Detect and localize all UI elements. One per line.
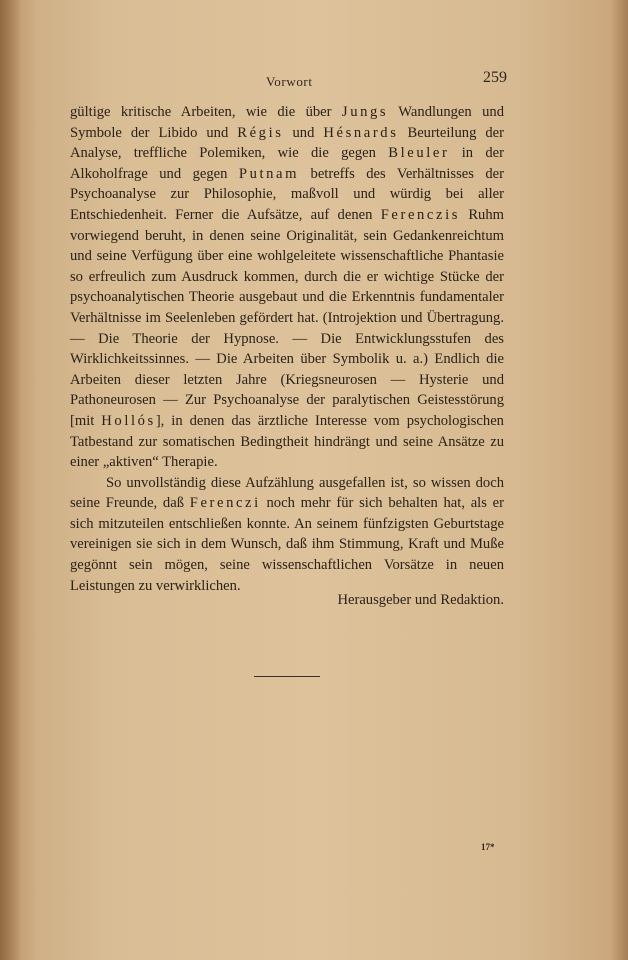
printer-signature-mark: 17* [481,842,495,852]
page-gutter-shadow [0,0,22,960]
name-ferenczi: Ferenczi [189,495,261,512]
page-edge-shadow [610,0,628,960]
name-regis: Régis [237,124,284,141]
name-bleuler: Bleuler [388,145,450,162]
name-hesnard: Hésnards [323,124,399,141]
paragraph-2: So unvollständig diese Aufzählung ausgefallen ist, so wissen doch seine Freunde, daß Ferenczi noch mehr für sich behalten hat, als er sich mitzuteilen entschließen konnte. An seinem fünfzigsten Geburtstage vereinigen sie sich in dem Wunsch, daß ihm Stimmung, Kraft und Muße gegönnt sein mögen, seine wissenschaftlichen Vorsätze in neuen Leistungen zu verwirklichen. [70,474,504,594]
name-hollos: Hollós [101,412,156,429]
section-divider [254,676,320,677]
running-head: Vorwort [266,74,313,89]
paragraph-1: gültige kritische Arbeiten, wie die über Jungs Wandlungen und Symbole der Libido und Régis und Hésnards Beurteilung der Analyse, treffliche Polemiken, wie die gegen Bleuler in der Alkoholfrage und gegen Putnam betreffs des Verhältnisses der Psychoanalyse zur Philosophie, maßvoll und würdig bei aller Entschiedenheit. Ferner die Aufsätze, auf denen Ferenczis Ruhm vorwiegend beruht, in denen seine Originalität, sein Gedankenreichtum und seine Verfügung über eine wohlgeleitete wissenschaftliche Phantasie so erfreulich zum Ausdruck kommen, durch die er wichtige Stücke der psychoanalytischen Theorie ausgebaut und die Erkenntnis fundamentaler Verhältnisse im Seelenleben gefördert hat. (Introjektion und Übertragung. — Die Theorie der Hypnose. — Die Entwicklungsstufen des Wirklichkeitssinnes. — Die Arbeiten über Symbolik u. a.) Endlich die Arbeiten dieser letzten Jahre (Kriegsneurosen — Hysterie und Pathoneurosen — Zur Psychoanalyse der paralytischen Geistesstörung [mit Hollós], in denen das ärztliche Interesse vom psychologischen Tatbestand zur somatischen Bedingtheit hindrängt und seine Ansätze zu einer „aktiven“ Therapie. [70,104,504,471]
name-jung: Jungs [341,104,389,120]
main-text [70,102,504,596]
name-ferenczis: Ferenczis [380,206,461,223]
signature-line: Herausgeber und Redaktion. [337,592,504,608]
name-putnam: Putnam [238,165,300,182]
page-number: 259 [483,69,507,86]
